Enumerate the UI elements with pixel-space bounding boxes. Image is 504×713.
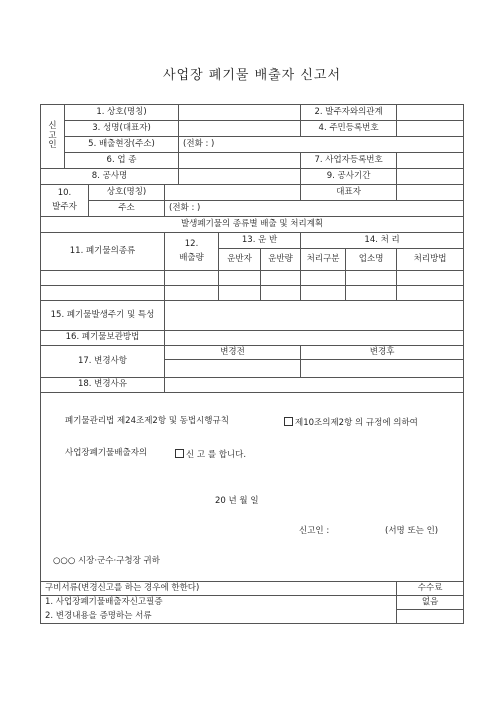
declaration-area xyxy=(41,393,464,582)
article-checkbox[interactable] xyxy=(284,417,293,426)
cell-discharge-amount[interactable] xyxy=(165,286,219,301)
value-orderer-name[interactable] xyxy=(165,185,301,201)
declaration-sign: (서명 또는 인) xyxy=(385,526,439,536)
label-change: 17. 변경사항 xyxy=(41,346,165,378)
header-transporter: 운반자 xyxy=(219,249,261,271)
label-business-type: 6. 업 종 xyxy=(65,153,179,169)
cell-waste-kind[interactable] xyxy=(41,271,165,286)
value-reason[interactable] xyxy=(165,378,464,393)
declaration-law: 폐기물관리법 제24조제2항 및 동법시행규칙 xyxy=(65,416,229,426)
fee-label: 수수료 xyxy=(397,582,464,596)
header-transport: 13. 운 반 xyxy=(219,233,301,249)
cell-transport-amount[interactable] xyxy=(261,271,301,286)
header-change-after: 변경후 xyxy=(301,346,464,360)
label-site-address: 5. 배출현장(주소) xyxy=(65,137,179,153)
cell-treatment-business[interactable] xyxy=(346,286,397,301)
cell-treatment-business[interactable] xyxy=(346,271,397,286)
label-discharge-relation: 2. 발주자와의관계 xyxy=(301,105,397,121)
value-change-after[interactable] xyxy=(301,360,464,378)
header-waste-kind: 11. 폐기물의종류 xyxy=(41,233,165,271)
attachment-item-1: 1. 사업장폐기물배출자신고필증 xyxy=(41,596,397,610)
label-orderer-representative: 대표자 xyxy=(301,185,397,201)
value-name-rep[interactable] xyxy=(179,121,301,137)
cell-treatment-class[interactable] xyxy=(301,286,346,301)
declaration-article: 제10조의제2항 의 규정에 의하여 xyxy=(295,418,418,428)
declaration-report-group xyxy=(175,449,246,460)
header-change-before: 변경전 xyxy=(165,346,301,360)
declaration-subject: 사업장폐기물배출자의 xyxy=(65,448,148,458)
header-discharge xyxy=(165,233,219,271)
value-business-name[interactable] xyxy=(179,105,301,121)
declaration-reporter: 신고인 : xyxy=(299,526,330,536)
reporter-side-label: 신고인 xyxy=(41,105,65,169)
fee-blank xyxy=(397,610,464,624)
declaration-report: 신 고 를 합니다. xyxy=(186,450,247,460)
label-business-name: 1. 상호(명칭) xyxy=(65,105,179,121)
cell-treatment-method[interactable] xyxy=(397,271,464,286)
label-storage: 16. 폐기물보관방법 xyxy=(41,331,165,346)
value-business-type[interactable] xyxy=(179,153,301,169)
waste-row xyxy=(41,271,464,286)
cell-treatment-class[interactable] xyxy=(301,271,346,286)
report-checkbox[interactable] xyxy=(175,449,184,458)
label-reason: 18. 변경사유 xyxy=(41,378,165,393)
value-change-before[interactable] xyxy=(165,360,301,378)
header-treatment-class: 처리구분 xyxy=(301,249,346,271)
value-orderer-representative[interactable] xyxy=(397,185,464,201)
cell-transporter[interactable] xyxy=(219,286,261,301)
label-construction-name: 8. 공사명 xyxy=(41,169,179,185)
header-treatment: 14. 처 리 xyxy=(301,233,464,249)
orderer-label-num: 10. xyxy=(57,188,72,199)
header-treatment-business: 업소명 xyxy=(346,249,397,271)
cell-treatment-method[interactable] xyxy=(397,286,464,301)
header-transport-amount: 운반량 xyxy=(261,249,301,271)
label-cycle: 15. 폐기물발생주기 및 특성 xyxy=(41,301,165,331)
value-resident-no[interactable] xyxy=(397,121,464,137)
value-site-address[interactable]: (전화 : ) xyxy=(179,137,464,153)
cell-transporter[interactable] xyxy=(219,271,261,286)
value-discharge-relation[interactable] xyxy=(397,105,464,121)
plan-title: 발생폐기물의 종류별 배출 및 처리계획 xyxy=(41,217,464,233)
declaration-article-group xyxy=(284,417,418,428)
header-treatment-method: 처리방법 xyxy=(397,249,464,271)
cell-transport-amount[interactable] xyxy=(261,286,301,301)
label-resident-no: 4. 주민등록번호 xyxy=(301,121,397,137)
header-discharge-amount: 배출량 xyxy=(179,252,204,263)
label-construction-period: 9. 공사기간 xyxy=(301,169,397,185)
declaration-date: 20 년 월 일 xyxy=(215,496,259,506)
report-form-table xyxy=(40,104,464,624)
value-biz-reg-no[interactable] xyxy=(397,153,464,169)
value-construction-period[interactable] xyxy=(397,169,464,185)
fee-value: 없음 xyxy=(397,596,464,610)
form-title: 사업장 폐기물 배출자 신고서 xyxy=(162,68,342,83)
header-discharge-num: 12. xyxy=(184,239,199,250)
cell-waste-kind[interactable] xyxy=(41,286,165,301)
declaration-recipient: ○○○ 시장·군수·구청장 귀하 xyxy=(53,556,160,566)
label-orderer-address: 주소 xyxy=(89,201,165,217)
value-cycle[interactable] xyxy=(165,301,464,331)
attachments-title: 구비서류(변경신고를 하는 경우에 한한다) xyxy=(41,582,397,596)
cell-discharge-amount[interactable] xyxy=(165,271,219,286)
label-name-rep: 3. 성명(대표자) xyxy=(65,121,179,137)
value-construction-name[interactable] xyxy=(179,169,301,185)
orderer-label: 발주자 xyxy=(52,201,77,212)
value-orderer-address[interactable]: (전화 : ) xyxy=(165,201,464,217)
value-storage[interactable] xyxy=(165,331,464,346)
label-orderer-name: 상호(명칭) xyxy=(89,185,165,201)
attachment-item-2: 2. 변경내용을 증명하는 서류 xyxy=(41,610,397,624)
orderer-label-cell xyxy=(41,185,89,217)
waste-row xyxy=(41,286,464,301)
label-biz-reg-no: 7. 사업자등록번호 xyxy=(301,153,397,169)
